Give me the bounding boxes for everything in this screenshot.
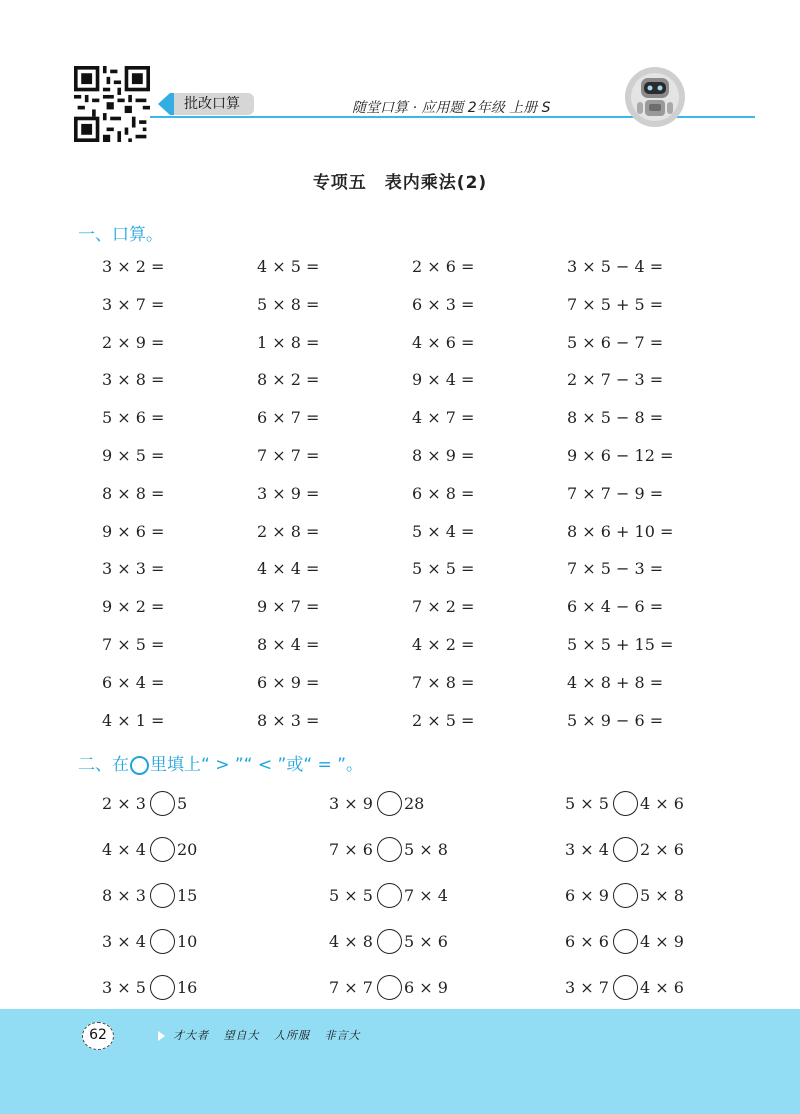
motto-arrow-icon	[158, 1031, 165, 1041]
robot-mascot-icon	[624, 66, 686, 128]
compare-right: 15	[176, 885, 198, 905]
oral-calc-problem: 7 × 7 − 9 =	[567, 483, 664, 503]
footer-motto: 才大者 望自大 人所服 非言大	[173, 1029, 361, 1042]
oral-calc-problem: 7 × 5 =	[102, 634, 165, 654]
oral-calc-problem: 5 × 5 =	[412, 559, 475, 579]
oral-calc-problem: 2 × 9 =	[102, 332, 165, 352]
compare-right: 4 × 9	[639, 931, 684, 951]
oral-calc-problem: 4 × 1 =	[102, 710, 165, 730]
compare-problem	[565, 790, 745, 816]
compare-left: 3 × 4	[565, 839, 609, 859]
header-subtitle: 随堂口算 · 应用题 2年级 上册 S	[352, 100, 551, 116]
compare-left: 8 × 3	[102, 885, 146, 905]
oral-calc-problem: 8 × 3 =	[257, 710, 320, 730]
compare-left: 3 × 4	[102, 931, 146, 951]
oral-calc-problem: 6 × 7 =	[257, 408, 320, 428]
oral-calc-problem: 3 × 8 =	[102, 370, 165, 390]
oral-calc-problem: 3 × 5 − 4 =	[567, 257, 664, 276]
compare-problem	[565, 928, 745, 954]
oral-calc-problem: 5 × 9 − 6 =	[567, 710, 664, 730]
answer-circle[interactable]	[150, 975, 175, 1000]
oral-calc-problem: 7 × 7 =	[257, 445, 320, 465]
answer-circle[interactable]	[377, 837, 402, 862]
page-number: 62	[82, 1022, 114, 1050]
compare-problem	[329, 882, 565, 908]
oral-calc-problem: 9 × 5 =	[102, 445, 165, 465]
oral-calc-grid	[102, 256, 727, 747]
answer-circle[interactable]	[613, 975, 638, 1000]
oral-calc-problem: 3 × 2 =	[102, 257, 165, 276]
oral-calc-problem: 6 × 9 =	[257, 672, 320, 692]
compare-right: 5	[176, 793, 188, 813]
compare-left: 5 × 5	[329, 885, 373, 905]
answer-circle[interactable]	[377, 791, 402, 816]
oral-calc-problem: 5 × 6 − 7 =	[567, 332, 664, 352]
compare-left: 4 × 8	[329, 931, 373, 951]
oral-calc-problem: 5 × 5 + 15 =	[567, 634, 674, 654]
compare-right: 28	[403, 793, 425, 813]
oral-calc-problem: 5 × 4 =	[412, 521, 475, 541]
oral-calc-problem: 9 × 6 =	[102, 521, 165, 541]
page-title: 专项五 表内乘法(2)	[312, 173, 488, 193]
compare-problem	[102, 974, 329, 1000]
oral-calc-problem: 7 × 8 =	[412, 672, 475, 692]
compare-problem	[329, 928, 565, 954]
oral-calc-problem: 4 × 8 + 8 =	[567, 672, 664, 692]
compare-problem	[102, 928, 329, 954]
compare-problem	[329, 974, 565, 1000]
compare-problem	[102, 836, 329, 862]
oral-calc-problem: 2 × 8 =	[257, 521, 320, 541]
oral-calc-problem: 3 × 7 =	[102, 294, 165, 314]
compare-left: 6 × 9	[565, 885, 609, 905]
oral-calc-problem: 2 × 5 =	[412, 710, 475, 730]
oral-calc-problem: 8 × 8 =	[102, 483, 165, 503]
compare-problem	[565, 882, 745, 908]
answer-circle[interactable]	[613, 837, 638, 862]
oral-calc-problem: 7 × 5 + 5 =	[567, 294, 664, 314]
oral-calc-problem: 4 × 6 =	[412, 332, 475, 352]
compare-left: 3 × 7	[565, 977, 609, 997]
tag-label: 批改口算	[170, 93, 254, 115]
answer-circle[interactable]	[613, 929, 638, 954]
qr-code-icon	[74, 66, 150, 142]
compare-left: 7 × 7	[329, 977, 373, 997]
answer-circle[interactable]	[377, 883, 402, 908]
compare-problem	[102, 882, 329, 908]
answer-circle[interactable]	[150, 791, 175, 816]
oral-calc-problem: 5 × 8 =	[257, 294, 320, 314]
compare-right: 6 × 9	[403, 977, 448, 997]
section2-heading-before: 二、在	[78, 755, 129, 775]
footer-band	[0, 1009, 800, 1114]
compare-problem	[329, 836, 565, 862]
compare-left: 3 × 9	[329, 793, 373, 813]
oral-calc-problem: 4 × 4 =	[257, 559, 320, 579]
oral-calc-problem: 7 × 5 − 3 =	[567, 559, 664, 579]
compare-right: 7 × 4	[403, 885, 448, 905]
oral-calc-problem: 6 × 3 =	[412, 294, 475, 314]
oral-calc-problem: 6 × 4 − 6 =	[567, 597, 664, 617]
section2-heading-after: 里填上“ > ”“ < ”或“ = ”。	[150, 755, 363, 775]
compare-grid	[102, 790, 745, 1020]
oral-calc-problem: 9 × 4 =	[412, 370, 475, 390]
circle-icon	[130, 756, 149, 775]
compare-right: 10	[176, 931, 198, 951]
oral-calc-problem: 8 × 4 =	[257, 634, 320, 654]
compare-right: 20	[176, 839, 198, 859]
compare-left: 4 × 4	[102, 839, 146, 859]
compare-right: 4 × 6	[639, 793, 684, 813]
oral-calc-problem: 6 × 4 =	[102, 672, 165, 692]
answer-circle[interactable]	[150, 883, 175, 908]
compare-left: 7 × 6	[329, 839, 373, 859]
compare-right: 5 × 6	[403, 931, 448, 951]
compare-right: 2 × 6	[639, 839, 684, 859]
oral-calc-problem: 8 × 2 =	[257, 370, 320, 390]
answer-circle[interactable]	[377, 975, 402, 1000]
header-tag	[158, 93, 254, 115]
compare-problem	[102, 790, 329, 816]
section-heading-oral: 一、口算。	[78, 225, 163, 245]
compare-left: 3 × 5	[102, 977, 146, 997]
oral-calc-problem: 9 × 6 − 12 =	[567, 445, 674, 465]
compare-right: 5 × 8	[639, 885, 684, 905]
oral-calc-problem: 6 × 8 =	[412, 483, 475, 503]
tag-arrow-icon	[158, 93, 170, 115]
compare-left: 5 × 5	[565, 793, 609, 813]
oral-calc-problem: 2 × 6 =	[412, 257, 475, 276]
compare-left: 6 × 6	[565, 931, 609, 951]
answer-circle[interactable]	[613, 883, 638, 908]
compare-problem	[565, 974, 745, 1000]
answer-circle[interactable]	[613, 791, 638, 816]
oral-calc-problem: 4 × 7 =	[412, 408, 475, 428]
oral-calc-problem: 9 × 7 =	[257, 597, 320, 617]
oral-calc-problem: 2 × 7 − 3 =	[567, 370, 664, 390]
oral-calc-problem: 4 × 5 =	[257, 257, 320, 276]
oral-calc-problem: 9 × 2 =	[102, 597, 165, 617]
answer-circle[interactable]	[150, 837, 175, 862]
oral-calc-problem: 8 × 9 =	[412, 445, 475, 465]
oral-calc-problem: 8 × 6 + 10 =	[567, 521, 674, 541]
compare-right: 4 × 6	[639, 977, 684, 997]
section-heading-compare	[78, 750, 363, 775]
oral-calc-problem: 5 × 6 =	[102, 408, 165, 428]
oral-calc-problem: 3 × 9 =	[257, 483, 320, 503]
oral-calc-problem: 1 × 8 =	[257, 332, 320, 352]
compare-problem	[329, 790, 565, 816]
compare-left: 2 × 3	[102, 793, 146, 813]
oral-calc-problem: 8 × 5 − 8 =	[567, 408, 664, 428]
oral-calc-problem: 3 × 3 =	[102, 559, 165, 579]
answer-circle[interactable]	[150, 929, 175, 954]
compare-right: 5 × 8	[403, 839, 448, 859]
compare-right: 16	[176, 977, 198, 997]
oral-calc-problem: 4 × 2 =	[412, 634, 475, 654]
oral-calc-problem: 7 × 2 =	[412, 597, 475, 617]
compare-problem	[565, 836, 745, 862]
answer-circle[interactable]	[377, 929, 402, 954]
